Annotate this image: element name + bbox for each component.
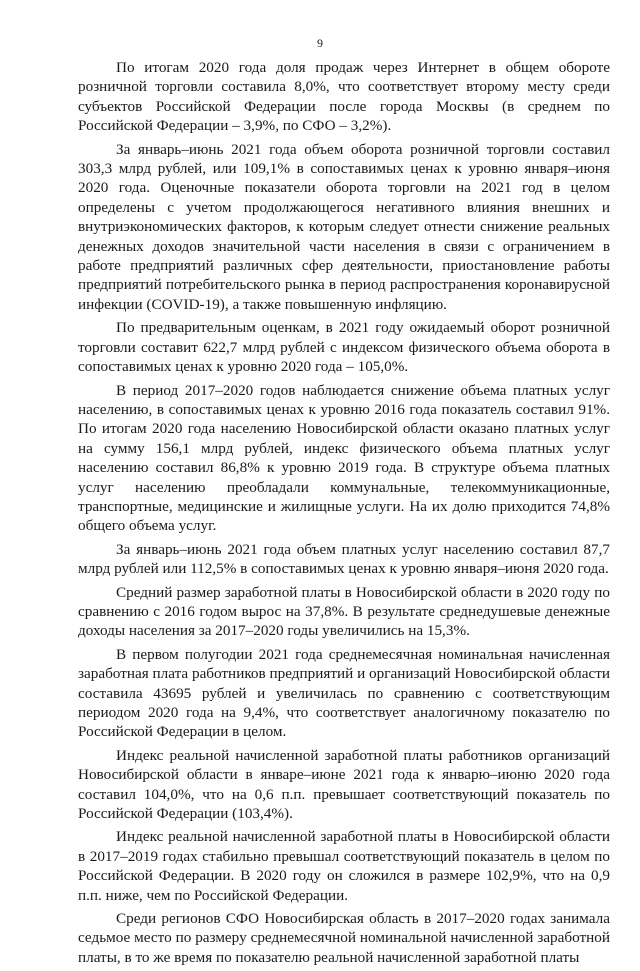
paragraph-paid-services-2017-2020: В период 2017–2020 годов наблюдается снижение объема платных услуг населению, в сопоставимых ценах к уровню 2016 года показатель составил 91%. По итогам 2020 года населению Новосибирской области оказано платных услуг на сумму 156,1 млрд рублей, индекс физического объема платных услуг населению составил 86,8% к уровню 2019 года. В структуре объема платных услуг населению преобладали коммунальные, телекоммуникационные, транспортные, медицинские и жилищные услуги. На их долю приходится 74,8% общего объема услуг. bbox=[78, 381, 610, 535]
paragraph-retail-turnover-h1-2021: За январь–июнь 2021 года объем оборота розничной торговли составил 303,3 млрд рублей, или 109,1% в сопоставимых ценах к уровню января–июня 2020 года. Оценочные показатели оборота торговли на 2021 год в целом определены с учетом продолжающегося негативного влияния внешних и внутриэкономических факторов, к которым следует отнести снижение реальных денежных доходов значительной части населения в связи с ограничением в работе предприятий различных сфер деятельности, приостановление работы предприятий потребительского рынка в период распространения коронавирусной инфекции (COVID-19), а также повышенную инфляцию. bbox=[78, 140, 610, 313]
paragraph-nominal-salary-h1-2021: В первом полугодии 2021 года среднемесячная номинальная начисленная заработная плата работников предприятий и организаций Новосибирской области составила 43695 рублей и увеличилась по сравнению с соответствующим периодом 2020 года на 9,4%, что соответствует аналогичному показателю по Российской Федерации в целом. bbox=[78, 645, 610, 741]
paragraph-retail-forecast-2021: По предварительным оценкам, в 2021 году ожидаемый оборот розничной торговли составит 622,7 млрд рублей с индексом физического объема оборота в сопоставимых ценах к уровню 2020 года – 105,0%. bbox=[78, 319, 610, 376]
paragraph-paid-services-h1-2021: За январь–июнь 2021 года объем платных услуг населению составил 87,7 млрд рублей или 112,5% в сопоставимых ценах к уровню января–июня 2020 года. bbox=[78, 540, 610, 578]
document-body bbox=[78, 58, 610, 971]
paragraph-real-salary-index-h1-2021: Индекс реальной начисленной заработной платы работников организаций Новосибирской области в январе–июне 2021 года к январю–июню 2020 года составил 104,0%, что на 0,6 п.п. превышает соответствующий показатель по Российской Федерации (103,4%). bbox=[78, 746, 610, 823]
paragraph-average-salary-2020: Средний размер заработной платы в Новосибирской области в 2020 году по сравнению с 2016 годом вырос на 37,8%. В результате среднедушевые денежные доходы населения за 2017–2020 годы увеличились на 15,3%. bbox=[78, 583, 610, 640]
paragraph-sfo-ranking: Среди регионов СФО Новосибирская область в 2017–2020 годах занимала седьмое место по размеру среднемесячной номинальной начисленной заработной платы, в то же время по показателю реальной начисленной заработной платы bbox=[78, 910, 610, 966]
paragraph-internet-sales: По итогам 2020 года доля продаж через Интернет в общем обороте розничной торговли составила 8,0%, что соответствует второму месту среди субъектов Российской Федерации после города Москвы (в среднем по Российской Федерации – 3,9%, по СФО – 3,2%). bbox=[78, 59, 610, 135]
paragraph-real-salary-index-2017-2020: Индекс реальной начисленной заработной платы в Новосибирской области в 2017–2019 годах стабильно превышал соответствующий показатель в целом по Российской Федерации. В 2020 году он сложился в размере 102,9%, что на 0,9 п.п. ниже, чем по Российской Федерации. bbox=[78, 828, 610, 904]
page-number: 9 bbox=[317, 36, 323, 50]
